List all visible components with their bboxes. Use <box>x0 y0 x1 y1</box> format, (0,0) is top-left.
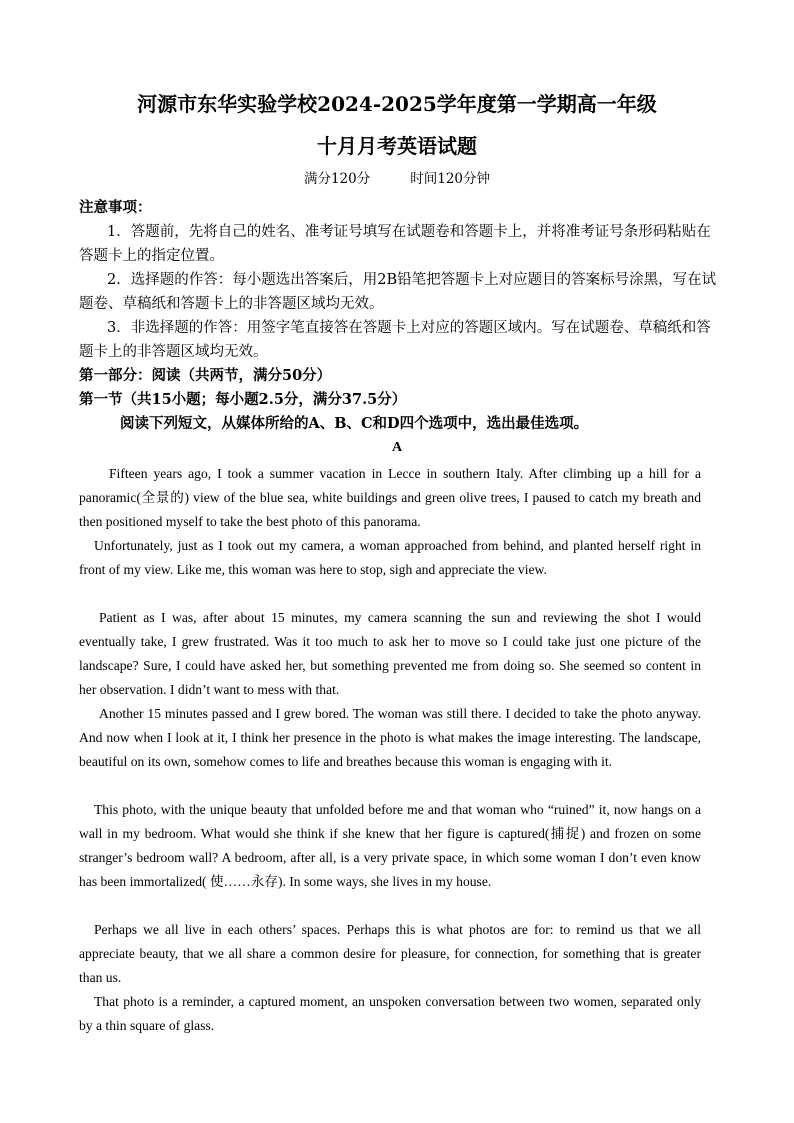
passage-paragraph-1: Fifteen years ago, I took a summer vacation in Lecce in southern Italy. After climbing up a hill for a panoramic(全景的) view of the blue sea, white buildings and green olive trees, I paused to catch my breath and then positioned myself to take the best photo of this panorama. <box>79 466 701 529</box>
reading-instruction: 阅读下列短文，从媒体所给的A、B、C和D四个选项中，选出最佳选项。 <box>120 415 589 432</box>
passage-paragraph-2: Unfortunately, just as I took out my camera, a woman approached from behind, and planted herself right in front of my view. Like me, this woman was here to stop, sigh and appreciate the view. <box>79 538 701 577</box>
full-score: 满分120分 <box>303 171 371 187</box>
passage-paragraph-3: Patient as I was, after about 15 minutes, my camera scanning the sun and reviewing the shot I would eventually take, I grew frustrated. Was it too much to ask her to move so I could take just one picture of the landscape? Sure, I could have asked her, but something prevented me from doing so. She seemed so content in her observation. I didn’t want to mess with that. <box>79 610 701 697</box>
part1-heading: 第一部分：阅读（共两节，满分50分） <box>79 367 332 384</box>
passage-paragraph-6: Perhaps we all live in each others’ spaces. Perhaps this is what photos are for: to remind us that we all appreciate beauty, that we all share a common desire for pleasure, for connection, for something that is greater than us. <box>79 922 701 985</box>
exam-time: 时间120分钟 <box>410 171 491 187</box>
notice-item-3: 3．非选择题的作答：用签字笔直接答在答题卡上对应的答题区域内。写在试题卷、草稿纸和答题卡上的非答题区域均无效。 <box>79 320 711 360</box>
exam-title: 河源市东华实验学校2024-2025学年度第一学期高一年级 <box>137 92 657 116</box>
notice-heading: 注意事项： <box>79 199 152 216</box>
passage-paragraph-4: Another 15 minutes passed and I grew bored. The woman was still there. I decided to take the photo anyway. And now when I look at it, I think her presence in the photo is what makes the image interesting. The landscape, beautiful on its own, somehow comes to life and breathes because this woman is engaging with it. <box>79 706 701 769</box>
passage-paragraph-5: This photo, with the unique beauty that unfolded before me and that woman who “ruined” it, now hangs on a wall in my bedroom. What would she think if she knew that her figure is captured(捕捉) and frozen on some stranger’s bedroom wall? A bedroom, after all, is a very private space, in which some woman I don’t even know has been immortalized( 使……永存). In some ways, she lives in my house. <box>79 802 701 889</box>
exam-subtitle: 十月月考英语试题 <box>317 134 477 158</box>
notice-item-2: 2．选择题的作答：每小题选出答案后，用2B铅笔把答题卡上对应题目的答案标号涂黑，写在试题卷、草稿纸和答题卡上的非答题区域均无效。 <box>79 272 717 312</box>
passage-label: A <box>391 440 403 455</box>
passage-paragraph-7: That photo is a reminder, a captured moment, an unspoken conversation between two women, separated only by a thin square of glass. <box>79 994 701 1033</box>
notice-item-1: 1．答题前，先将自己的姓名、准考证号填写在试题卷和答题卡上，并将准考证号条形码粘贴在答题卡上的指定位置。 <box>79 224 711 264</box>
exam-meta <box>0 167 794 187</box>
section1-heading: 第一节（共15小题；每小题2.5分，满分37.5分） <box>79 391 407 408</box>
